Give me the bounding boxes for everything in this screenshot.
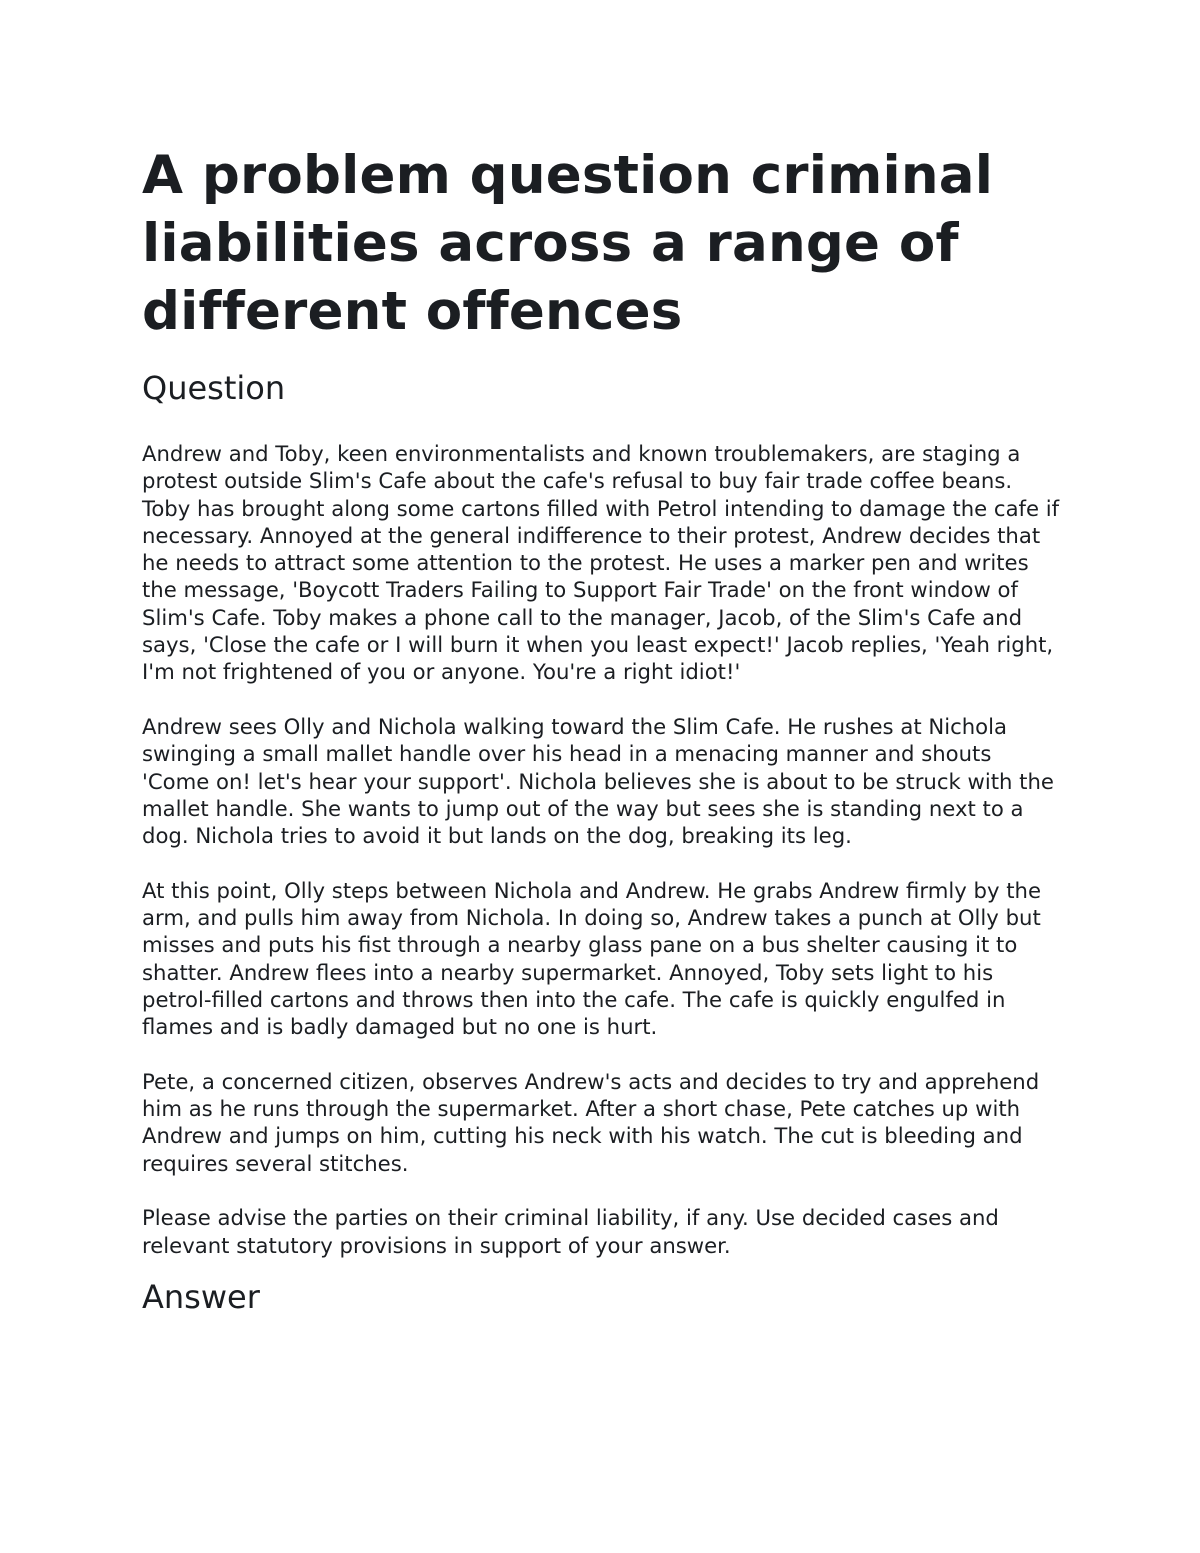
question-paragraph-4: Pete, a concerned citizen, observes Andrew's acts and decides to try and apprehend him as he runs through the supermarket. After a short chase, Pete catches up with Andrew and jumps on him, cutting his neck with his watch. The cut is bleeding and requires several stitches. bbox=[142, 1068, 1040, 1176]
question-paragraph-3: At this point, Olly steps between Nichola and Andrew. He grabs Andrew firmly by the arm, and pulls him away from Nichola. In doing so, Andrew takes a punch at Olly but misses and puts his fist through a nearby glass pane on a bus shelter causing it to shatter. Andrew flees into a nearby supermarket. Annoyed, Toby sets light to his petrol-filled cartons and throws then into the cafe. The cafe is quickly engulfed in flames and is badly damaged but no one is hurt. bbox=[142, 877, 1041, 1040]
question-paragraph-1: Andrew and Toby, keen environmentalists and known troublemakers, are staging a protest outside Slim's Cafe about the cafe's refusal to buy fair trade coffee beans. Toby has brought along some cartons filled with Petrol intending to damage the cafe if necessary. Annoyed at the general indifference to their protest, Andrew decides that he needs to attract some attention to the protest. He uses a marker pen and writes the message, 'Boycott Traders Failing to Support Fair Trade' on the front window of Slim's Cafe. Toby makes a phone call to the manager, Jacob, of the Slim's Cafe and says, 'Close the cafe or I will burn it when you least expect!' Jacob replies, 'Yeah right, I'm not frightened of you or anyone. You're a right idiot!' bbox=[142, 441, 1060, 685]
question-heading: Question bbox=[142, 369, 286, 407]
document-page bbox=[142, 142, 1062, 1317]
document-title: A problem question criminal liabilities across a range of different offences bbox=[142, 145, 994, 342]
question-paragraph-2: Andrew sees Olly and Nichola walking toward the Slim Cafe. He rushes at Nichola swinging a small mallet handle over his head in a menacing manner and shouts 'Come on! let's hear your support'. Nichola believes she is about to be struck with the mallet handle. She wants to jump out of the way but sees she is standing next to a dog. Nichola tries to avoid it but lands on the dog, breaking its leg. bbox=[142, 713, 1054, 849]
answer-heading: Answer bbox=[142, 1277, 260, 1316]
question-paragraph-5: Please advise the parties on their criminal liability, if any. Use decided cases and relevant statutory provisions in support of your answer. bbox=[142, 1205, 999, 1258]
